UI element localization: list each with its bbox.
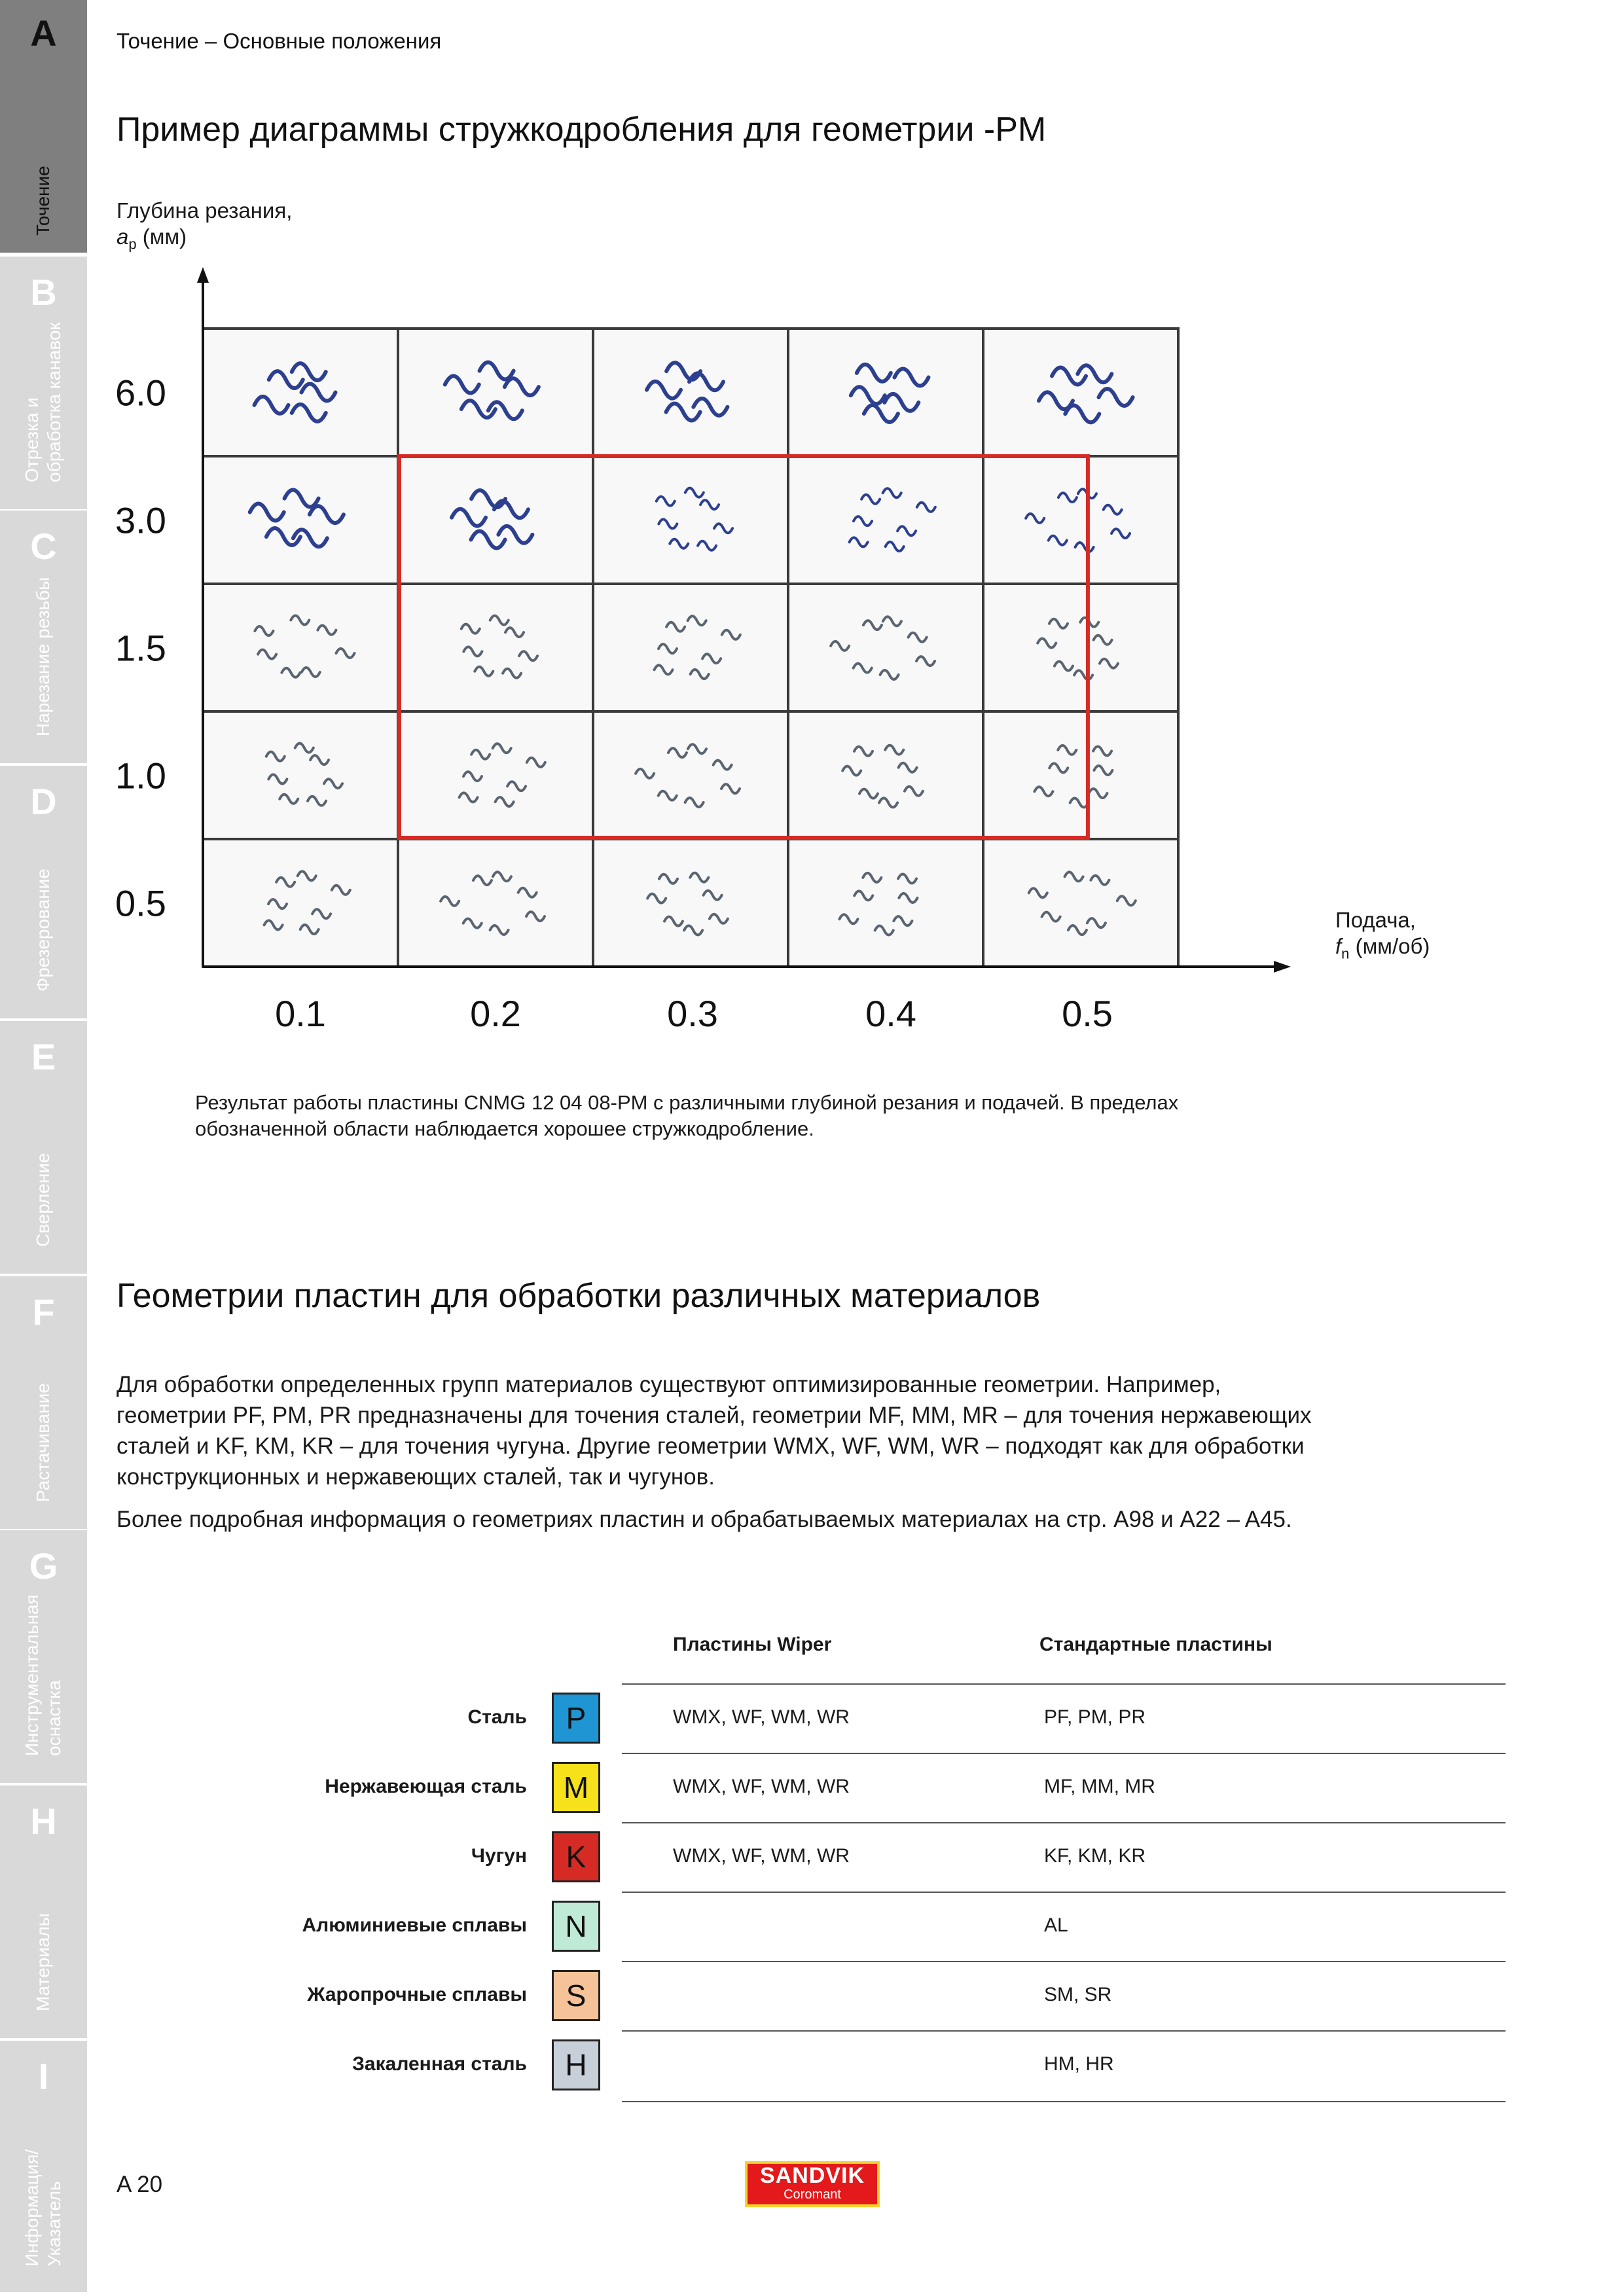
chip-sample-cell <box>203 839 398 967</box>
chart-caption: Результат работы пластины CNMG 12 04 08-PM с различными глубиной резания и подачей. В пределах обозначенной области наблюдается хорошее стружкодробление. <box>195 1091 1179 1140</box>
page-number: A 20 <box>117 2172 163 2197</box>
sidebar-tab-label: Сверление <box>33 1153 53 1247</box>
x-axis-subscript: n <box>1341 945 1350 962</box>
chip-sample-cell <box>788 329 983 456</box>
y-axis-arrow <box>197 267 209 283</box>
chip-sample-cell <box>398 329 593 456</box>
column-header-wiper: Пластины Wiper <box>673 1634 832 1655</box>
x-tick-label: 0.3 <box>667 993 718 1034</box>
chip-sample-cell <box>788 584 983 711</box>
sidebar-tab-i[interactable] <box>0 2041 87 2296</box>
y-tick-label: 1.0 <box>115 755 166 797</box>
material-name: Закаленная сталь <box>352 2053 527 2075</box>
standard-geometries: PF, PM, PR <box>1044 1706 1146 1728</box>
chip-sample-cell <box>593 839 788 967</box>
y-axis-subscript: p <box>128 236 137 253</box>
chip-sample-cell <box>203 584 398 711</box>
x-tick-label: 0.2 <box>470 993 521 1034</box>
table-row-divider <box>622 2030 1506 2032</box>
standard-geometries: KF, KM, KR <box>1044 1845 1146 1867</box>
chip-sample-cell <box>593 329 788 456</box>
chip-sample-cell <box>788 456 983 584</box>
chip-sample-cell <box>983 329 1178 456</box>
sidebar-tab-letter: I <box>38 2056 49 2097</box>
sidebar-tab-letter: H <box>30 1801 57 1842</box>
standard-geometries: SM, SR <box>1044 1984 1112 2005</box>
iso-material-badge: S <box>552 1970 600 2021</box>
sidebar-tab-letter: F <box>32 1291 55 1333</box>
chip-sample-cell <box>983 456 1178 584</box>
sidebar-tab-letter: A <box>30 12 57 54</box>
table-row-divider <box>622 2101 1506 2102</box>
y-tick-label: 1.5 <box>115 627 166 669</box>
sidebar-tab-label: Отрезка и обработка канавок <box>22 322 64 482</box>
x-axis-arrow <box>1274 961 1291 973</box>
x-tick-label: 0.5 <box>1062 993 1113 1034</box>
standard-geometries: AL <box>1044 1914 1068 1936</box>
sidebar-tab-label: Растачивание <box>33 1383 53 1502</box>
table-row-divider <box>622 1892 1506 1893</box>
iso-material-badge: K <box>552 1831 600 1882</box>
chart-section-title: Пример диаграммы стружкодробления для геометрии -PM <box>117 111 1047 149</box>
chip-sample-cell <box>398 456 593 584</box>
iso-material-badge: P <box>552 1693 600 1744</box>
sidebar-tab-f[interactable] <box>0 1276 87 1533</box>
y-tick-label: 3.0 <box>115 499 166 541</box>
x-axis-symbol: f <box>1335 934 1342 958</box>
chip-sample-cell <box>788 711 983 839</box>
y-tick-label: 6.0 <box>115 372 166 414</box>
standard-geometries: HM, HR <box>1044 2053 1114 2075</box>
sidebar-tab-label: Фрезерование <box>33 869 53 992</box>
body-paragraph-1: Для обработки определенных групп материалов существуют оптимизированные геометрии. Например, геометрии PF, PM, PR предназначены для точения сталей, геометрии MF, MM, MR – для точения нержавеющих сталей и KF, KM, KR – для точения чугуна. Другие геометрии WMX, WF, WM, WR – подходят как для обработки конструкционных и нержавеющих сталей, так и чугунов. <box>117 1372 1312 1490</box>
material-name: Сталь <box>467 1706 527 1728</box>
table-row-divider <box>622 1822 1506 1823</box>
wiper-geometries: WMX, WF, WM, WR <box>673 1845 850 1867</box>
x-axis-unit: (мм/об) <box>1349 934 1430 958</box>
wiper-geometries: WMX, WF, WM, WR <box>673 1776 850 1797</box>
chipbreaking-chart <box>0 0 1624 1073</box>
sidebar-tab-g[interactable] <box>0 1530 87 1787</box>
logo-subbrand: Coromant <box>784 2187 841 2202</box>
chip-sample-cell <box>593 456 788 584</box>
sidebar-tab-label: Информация/ Указатель <box>22 2149 64 2267</box>
sidebar-tab-letter: D <box>30 781 57 822</box>
x-tick-label: 0.4 <box>865 993 916 1034</box>
sidebar-tab-letter: G <box>29 1545 58 1587</box>
table-row-divider <box>622 1683 1506 1685</box>
material-name: Жаропрочные сплавы <box>307 1984 527 2005</box>
x-tick-label: 0.1 <box>275 993 326 1034</box>
sidebar-tab-letter: B <box>30 272 57 313</box>
chip-sample-cell <box>983 711 1178 839</box>
y-tick-label: 0.5 <box>115 882 166 924</box>
sidebar-tab-letter: E <box>31 1036 56 1077</box>
chip-sample-cell <box>203 711 398 839</box>
chip-sample-cell <box>398 839 593 967</box>
x-axis-label-text: Подача, <box>1335 908 1416 932</box>
column-header-standard: Стандартные пластины <box>1039 1634 1272 1655</box>
chip-sample-cell <box>398 584 593 711</box>
chip-sample-cell <box>788 839 983 967</box>
logo-wordmark: SANDVIK <box>759 2163 865 2188</box>
sandvik-coromant-logo <box>745 2161 880 2207</box>
iso-material-badge: M <box>552 1762 600 1813</box>
y-axis-label-text: Глубина резания, <box>117 198 293 223</box>
standard-geometries: MF, MM, MR <box>1044 1776 1155 1797</box>
chip-sample-cell <box>983 584 1178 711</box>
wiper-geometries: WMX, WF, WM, WR <box>673 1706 850 1728</box>
iso-material-badge: N <box>552 1901 600 1952</box>
sidebar-tab-label: Точение <box>33 166 53 236</box>
chip-sample-cell <box>593 711 788 839</box>
table-row-divider <box>622 1753 1506 1754</box>
materials-section-title: Геометрии пластин для обработки различных материалов <box>117 1277 1041 1315</box>
chip-sample-cell <box>398 711 593 839</box>
sidebar-tab-letter: C <box>30 526 57 567</box>
running-head: Точение – Основные положения <box>117 29 442 53</box>
table-row-divider <box>622 1961 1506 1962</box>
y-axis-unit: (мм) <box>136 224 187 249</box>
chip-sample-cell <box>203 456 398 584</box>
sidebar-tab-label: Материалы <box>33 1913 53 2011</box>
iso-material-badge: H <box>552 2039 600 2090</box>
material-name: Алюминиевые сплавы <box>302 1914 527 1936</box>
y-axis-symbol: a <box>117 224 129 249</box>
body-paragraph-2: Более подробная информация о геометриях пластин и обрабатываемых материалах на стр. A98 и A22 – A45. <box>117 1507 1292 1532</box>
chip-sample-cell <box>983 839 1178 967</box>
sidebar-tab-label: Инструментальная оснастка <box>22 1594 64 1756</box>
material-name: Чугун <box>471 1845 527 1867</box>
material-name: Нержавеющая сталь <box>325 1776 527 1797</box>
chip-sample-cell <box>593 584 788 711</box>
sidebar-tab-label: Нарезание резьбы <box>33 577 53 736</box>
